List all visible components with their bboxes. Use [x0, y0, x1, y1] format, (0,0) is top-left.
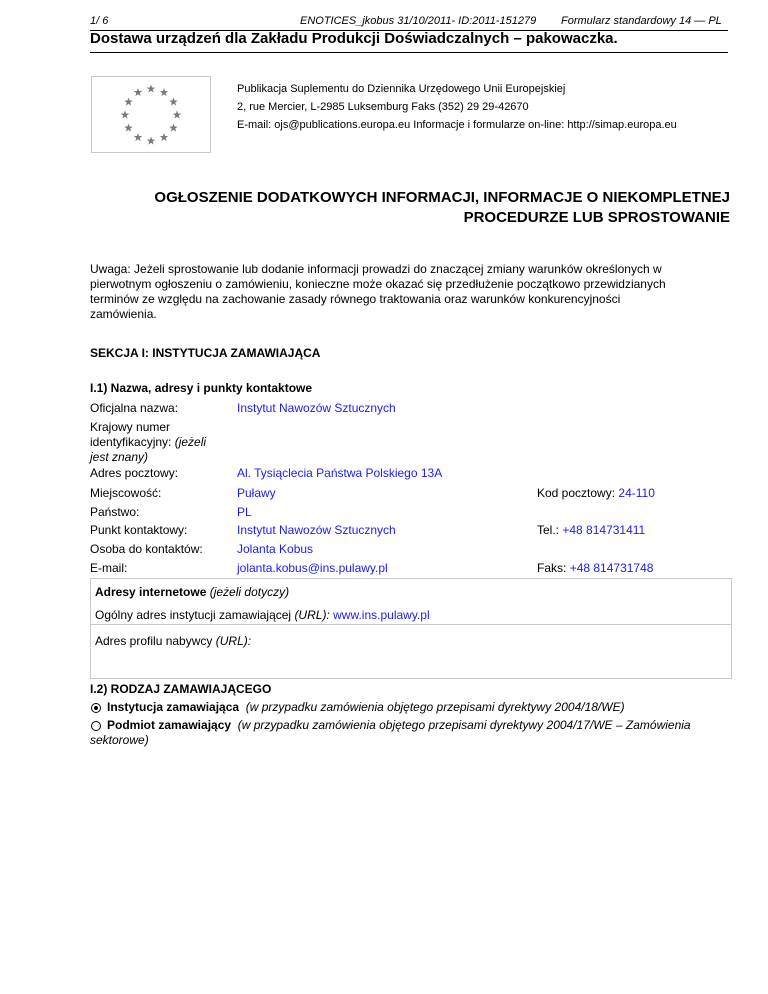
address-value: Al. Tysiąclecia Państwa Polskiego 13A [237, 466, 443, 480]
option-1-label: Instytucja zamawiająca [107, 700, 240, 714]
section-1-1-title: I.1) Nazwa, adresy i punkty kontaktowe [90, 381, 313, 395]
national-id-label-line-2 [90, 435, 206, 450]
email-label: E-mail: [90, 561, 128, 575]
tel-field [537, 523, 645, 537]
national-id-hint-2: jest znany) [90, 450, 149, 464]
postcode-value: 24-110 [618, 486, 655, 500]
internet-box-divider [90, 624, 732, 625]
national-id-label-line-1: Krajowy numer [90, 420, 171, 434]
general-url-hint: (URL): [294, 608, 330, 622]
option-2-label: Podmiot zamawiający [107, 718, 232, 732]
header-rule-bottom [90, 52, 728, 53]
fax-value: +48 814731748 [569, 561, 654, 575]
postcode-field [537, 486, 655, 500]
city-value: Puławy [237, 486, 276, 500]
page-number: 1/ 6 [90, 15, 109, 27]
national-id-hint: (jeżeli [174, 435, 207, 449]
contact-point-label: Punkt kontaktowy: [90, 523, 188, 537]
tel-label: Tel.: [537, 523, 560, 537]
option-2-hint-2: sektorowe) [90, 733, 149, 747]
warning-line-3: terminów ze względu na zachowanie zasady równego traktowania oraz warunków konkurencyjności [90, 292, 621, 306]
buyer-profile-hint: (URL): [215, 634, 252, 648]
buyer-profile-label: Adres profilu nabywcy [95, 634, 213, 648]
official-name-label: Oficjalna nazwa: [90, 401, 179, 415]
contact-person-value: Jolanta Kobus [237, 542, 314, 556]
contact-point-value: Instytut Nawozów Sztucznych [237, 523, 396, 537]
option-2-hint: (w przypadku zamówienia objętego przepisami dyrektywy 2004/17/WE – Zamówienia [237, 718, 691, 732]
radio-contracting-authority[interactable] [91, 703, 101, 713]
general-url-value[interactable]: www.ins.pulawy.pl [333, 608, 430, 622]
notice-title-line-1: OGŁOSZENIE DODATKOWYCH INFORMACJI, INFORMACJE O NIEKOMPLETNEJ [154, 189, 730, 206]
national-id-label-text: identyfikacyjny: [90, 435, 172, 449]
general-url-label: Ogólny adres instytucji zamawiającej [95, 608, 292, 622]
publisher-line-1: Publikacja Suplementu do Dziennika Urzędowego Unii Europejskiej [237, 83, 566, 95]
country-value: PL [237, 505, 252, 519]
page-title: Dostawa urządzeń dla Zakładu Produkcji Doświadczalnych – pakowaczka. [90, 30, 618, 47]
radio-contracting-entity[interactable] [91, 721, 101, 731]
city-label: Miejscowość: [90, 486, 162, 500]
country-label: Państwo: [90, 505, 140, 519]
general-url-row [95, 608, 430, 622]
form-name: Formularz standardowy 14 — PL [561, 15, 722, 27]
warning-note [90, 262, 730, 322]
email-value[interactable]: jolanta.kobus@ins.pulawy.pl [237, 561, 388, 575]
contact-person-label: Osoba do kontaktów: [90, 542, 203, 556]
internet-addresses-title [95, 585, 289, 599]
eu-stars-icon [92, 77, 210, 152]
internet-title-text: Adresy internetowe [95, 585, 207, 599]
national-id-label-line-3 [90, 450, 206, 465]
official-name-value: Instytut Nawozów Sztucznych [237, 401, 396, 415]
notice-title [90, 188, 730, 228]
national-id-label [90, 420, 206, 465]
option-contracting-authority [107, 700, 625, 714]
buyer-profile-row [95, 634, 251, 648]
warning-line-1: Uwaga: Jeżeli sprostowanie lub dodanie informacji prowadzi do znaczącej zmiany warunków określonych w [90, 262, 662, 276]
document-id: ENOTICES_jkobus 31/10/2011- ID:2011-151279 [300, 15, 537, 27]
internet-title-hint: (jeżeli dotyczy) [209, 585, 290, 599]
eu-flag-logo [91, 76, 211, 153]
notice-title-line-2: PROCEDURZE LUB SPROSTOWANIE [463, 209, 730, 226]
tel-value: +48 814731411 [562, 523, 646, 537]
option-1-hint: (w przypadku zamówienia objętego przepisami dyrektywy 2004/18/WE) [245, 700, 625, 714]
section-1-title: SEKCJA I: INSTYTUCJA ZAMAWIAJĄCA [90, 346, 321, 360]
publisher-line-3: E-mail: ojs@publications.europa.eu Informacje i formularze on-line: http://simap.europa.eu [237, 119, 677, 131]
option-contracting-entity [107, 718, 691, 732]
fax-field [537, 561, 653, 575]
option-2-hint-continued [90, 733, 149, 747]
warning-line-2: pierwotnym ogłoszeniu o zamówieniu, konieczne może okazać się przedłużenie początkowo przewidzianych [90, 277, 666, 291]
publisher-line-2: 2, rue Mercier, L-2985 Luksemburg Faks (352) 29 29-42670 [237, 101, 529, 113]
postcode-label: Kod pocztowy: [537, 486, 616, 500]
address-label: Adres pocztowy: [90, 466, 179, 480]
fax-label: Faks: [537, 561, 567, 575]
warning-line-4: zamówienia. [90, 307, 157, 321]
section-1-2-title: I.2) RODZAJ ZAMAWIAJĄCEGO [90, 682, 272, 696]
